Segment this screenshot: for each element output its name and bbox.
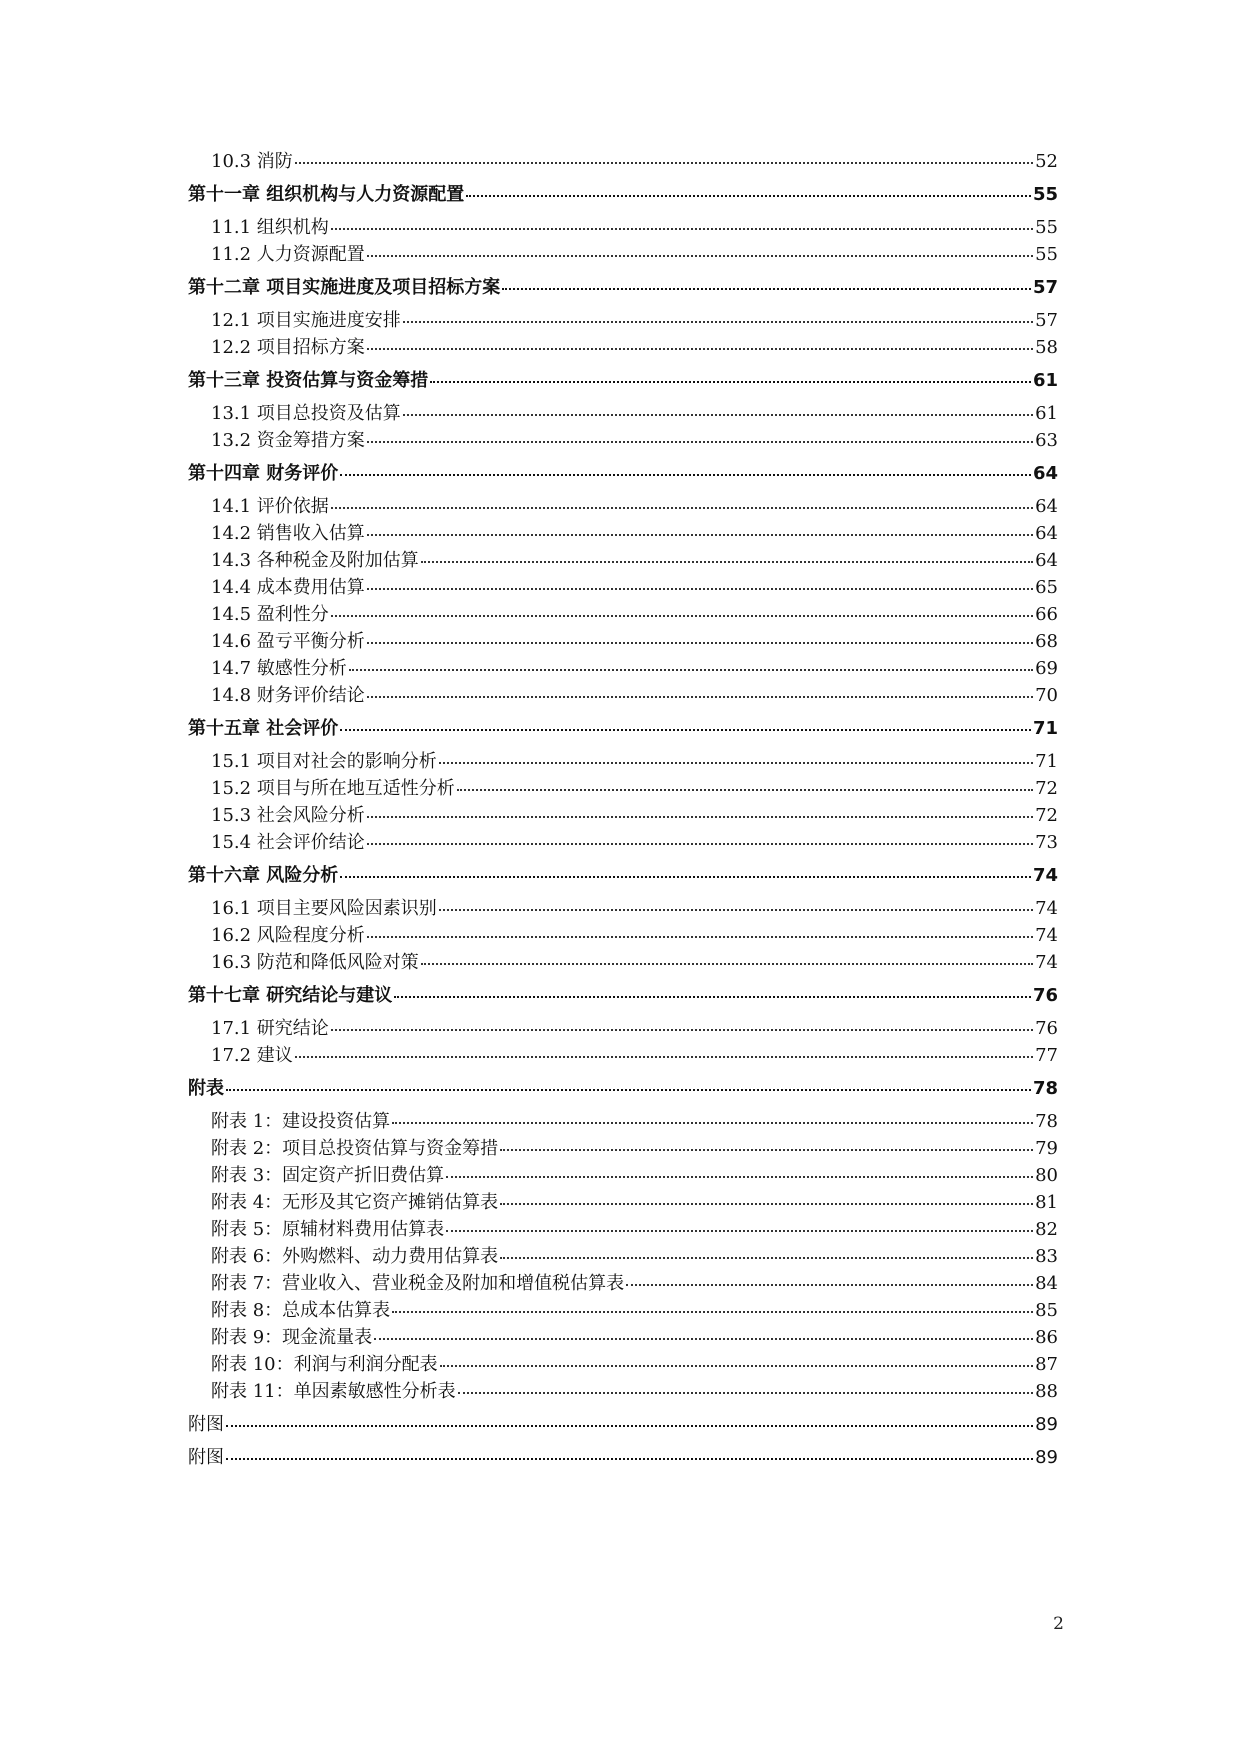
toc-leader-dots [331, 614, 1033, 617]
toc-entry-page: 74 [1035, 952, 1058, 973]
toc-entry-title: 14.2 销售收入估算 [211, 523, 365, 544]
toc-entry-page: 70 [1035, 685, 1058, 706]
toc-leader-dots [367, 842, 1033, 845]
toc-entry-title: 附表 2：项目总投资估算与资金筹措 [211, 1138, 499, 1159]
toc-chapter-entry[interactable] [188, 181, 1058, 208]
toc-section-entry[interactable] [188, 334, 1058, 361]
toc-entry-page: 72 [1035, 778, 1058, 799]
toc-entry-page: 52 [1035, 151, 1058, 172]
toc-entry-title: 16.3 防范和降低风险对策 [211, 952, 419, 973]
toc-leader-dots [446, 1175, 1033, 1178]
toc-section-entry[interactable] [188, 1108, 1058, 1135]
toc-leader-dots [440, 1364, 1033, 1367]
toc-leader-dots [500, 1202, 1033, 1205]
toc-entry-page: 77 [1035, 1045, 1058, 1066]
toc-entry-page: 86 [1035, 1327, 1058, 1348]
toc-leader-dots [502, 287, 1031, 290]
toc-leader-dots [421, 962, 1033, 965]
toc-leader-dots [367, 641, 1033, 644]
toc-leader-dots [500, 1148, 1033, 1151]
toc-leader-dots [394, 995, 1031, 998]
toc-entry-title: 16.2 风险程度分析 [211, 925, 365, 946]
toc-leader-dots [446, 1229, 1033, 1232]
toc-entry-title: 14.4 成本费用估算 [211, 577, 365, 598]
toc-leader-dots [295, 161, 1033, 164]
toc-entry-title: 15.1 项目对社会的影响分析 [211, 751, 437, 772]
toc-entry-page: 78 [1032, 1078, 1058, 1099]
toc-entry-title: 15.4 社会评价结论 [211, 832, 365, 853]
toc-section-entry[interactable] [188, 1189, 1058, 1216]
toc-entry-page: 89 [1035, 1447, 1058, 1468]
toc-entry-page: 84 [1035, 1273, 1058, 1294]
toc-entry-page: 71 [1035, 751, 1058, 772]
toc-chapter-entry[interactable] [188, 715, 1058, 742]
toc-entry-title: 14.3 各种税金及附加估算 [211, 550, 419, 571]
toc-entry-title: 附图 [188, 1414, 224, 1435]
toc-entry-title: 附表 10：利润与利润分配表 [211, 1354, 438, 1375]
toc-leader-dots [340, 728, 1031, 731]
toc-section-entry[interactable] [188, 241, 1058, 268]
toc-entry-title: 第十七章 研究结论与建议 [188, 985, 393, 1006]
toc-entry-page: 57 [1032, 277, 1058, 298]
toc-chapter-entry[interactable] [188, 982, 1058, 1009]
toc-leader-dots [226, 1424, 1033, 1427]
toc-entry-title: 第十四章 财务评价 [188, 463, 339, 484]
toc-entry-page: 64 [1032, 463, 1058, 484]
toc-entry-page: 63 [1035, 430, 1058, 451]
toc-leader-dots [626, 1283, 1033, 1286]
toc-section-entry[interactable] [188, 520, 1058, 547]
toc-entry-page: 71 [1032, 718, 1058, 739]
toc-section-entry[interactable] [188, 1015, 1058, 1042]
toc-entry-page: 76 [1035, 1018, 1058, 1039]
toc-section-entry[interactable] [188, 1270, 1058, 1297]
toc-entry-page: 73 [1035, 832, 1058, 853]
toc-entry-page: 64 [1035, 523, 1058, 544]
toc-section-entry[interactable] [188, 1162, 1058, 1189]
toc-entry-title: 14.1 评价依据 [211, 496, 329, 517]
toc-leader-dots [367, 347, 1033, 350]
toc-appendix-entry[interactable] [188, 1444, 1058, 1471]
toc-section-entry[interactable] [188, 1243, 1058, 1270]
toc-leader-dots [500, 1256, 1033, 1259]
toc-leader-dots [430, 380, 1031, 383]
toc-entry-title: 附表 1：建设投资估算 [211, 1111, 391, 1132]
toc-leader-dots [367, 587, 1033, 590]
toc-section-entry[interactable] [188, 214, 1058, 241]
toc-entry-title: 11.2 人力资源配置 [211, 244, 365, 265]
toc-entry-page: 78 [1035, 1111, 1058, 1132]
toc-entry-page: 74 [1035, 925, 1058, 946]
toc-entry-title: 17.2 建议 [211, 1045, 293, 1066]
toc-entry-page: 69 [1035, 658, 1058, 679]
toc-leader-dots [367, 815, 1033, 818]
toc-entry-title: 16.1 项目主要风险因素识别 [211, 898, 437, 919]
toc-section-entry[interactable] [188, 748, 1058, 775]
toc-leader-dots [367, 440, 1033, 443]
toc-leader-dots [403, 320, 1033, 323]
toc-entry-page: 89 [1035, 1414, 1058, 1435]
toc-leader-dots [458, 1391, 1033, 1394]
toc-section-entry[interactable] [188, 1351, 1058, 1378]
toc-entry-title: 第十二章 项目实施进度及项目招标方案 [188, 277, 501, 298]
toc-entry-title: 11.1 组织机构 [211, 217, 329, 238]
toc-entry-page: 65 [1035, 577, 1058, 598]
toc-entry-title: 第十三章 投资估算与资金筹措 [188, 370, 429, 391]
toc-entry-title: 附图 [188, 1447, 224, 1468]
toc-leader-dots [349, 668, 1033, 671]
toc-entry-page: 81 [1035, 1192, 1058, 1213]
toc-section-entry[interactable] [188, 1378, 1058, 1405]
toc-leader-dots [457, 788, 1033, 791]
toc-entry-page: 64 [1035, 496, 1058, 517]
toc-section-entry[interactable] [188, 655, 1058, 682]
toc-section-entry[interactable] [188, 400, 1058, 427]
toc-section-entry[interactable] [188, 922, 1058, 949]
toc-chapter-entry[interactable] [188, 367, 1058, 394]
toc-entry-title: 附表 5：原辅材料费用估算表 [211, 1219, 445, 1240]
toc-appendix-entry[interactable] [188, 1411, 1058, 1438]
toc-leader-dots [226, 1088, 1031, 1091]
toc-section-entry[interactable] [188, 628, 1058, 655]
toc-leader-dots [331, 227, 1033, 230]
toc-leader-dots [367, 533, 1033, 536]
toc-chapter-entry[interactable] [188, 1075, 1058, 1102]
toc-section-entry[interactable] [188, 307, 1058, 334]
toc-entry-title: 15.3 社会风险分析 [211, 805, 365, 826]
toc-section-entry[interactable] [188, 493, 1058, 520]
toc-section-entry[interactable] [188, 1216, 1058, 1243]
toc-leader-dots [295, 1055, 1033, 1058]
toc-entry-title: 第十一章 组织机构与人力资源配置 [188, 184, 465, 205]
toc-entry-title: 14.6 盈亏平衡分析 [211, 631, 365, 652]
toc-entry-page: 55 [1035, 217, 1058, 238]
toc-entry-title: 14.8 财务评价结论 [211, 685, 365, 706]
toc-leader-dots [367, 695, 1033, 698]
toc-chapter-entry[interactable] [188, 862, 1058, 889]
toc-entry-title: 第十五章 社会评价 [188, 718, 339, 739]
toc-entry-title: 附表 3：固定资产折旧费估算 [211, 1165, 445, 1186]
toc-entry-page: 68 [1035, 631, 1058, 652]
toc-section-entry[interactable] [188, 895, 1058, 922]
toc-section-entry[interactable] [188, 1324, 1058, 1351]
toc-entry-title: 13.1 项目总投资及估算 [211, 403, 401, 424]
toc-entry-page: 64 [1035, 550, 1058, 571]
toc-entry-title: 14.5 盈利性分 [211, 604, 329, 625]
toc-leader-dots [340, 875, 1031, 878]
toc-section-entry[interactable] [188, 1297, 1058, 1324]
toc-section-entry[interactable] [188, 949, 1058, 976]
toc-leader-dots [374, 1337, 1033, 1340]
toc-entry-title: 15.2 项目与所在地互适性分析 [211, 778, 455, 799]
toc-entry-title: 12.2 项目招标方案 [211, 337, 365, 358]
toc-section-entry[interactable] [188, 775, 1058, 802]
toc-entry-page: 87 [1035, 1354, 1058, 1375]
toc-entry-title: 12.1 项目实施进度安排 [211, 310, 401, 331]
toc-entry-title: 附表 11：单因素敏感性分析表 [211, 1381, 456, 1402]
toc-leader-dots [367, 935, 1033, 938]
toc-entry-title: 17.1 研究结论 [211, 1018, 329, 1039]
toc-chapter-entry[interactable] [188, 460, 1058, 487]
toc-leader-dots [226, 1457, 1033, 1460]
toc-entry-page: 80 [1035, 1165, 1058, 1186]
toc-leader-dots [439, 761, 1033, 764]
toc-entry-title: 10.3 消防 [211, 151, 293, 172]
toc-entry-page: 72 [1035, 805, 1058, 826]
toc-entry-page: 61 [1032, 370, 1058, 391]
toc-section-entry[interactable] [188, 1042, 1058, 1069]
toc-section-entry[interactable] [188, 829, 1058, 856]
toc-entry-title: 附表 4：无形及其它资产摊销估算表 [211, 1192, 499, 1213]
toc-entry-title: 附表 [188, 1078, 224, 1099]
toc-entry-title: 附表 7：营业收入、营业税金及附加和增值税估算表 [211, 1273, 625, 1294]
toc-entry-page: 76 [1032, 985, 1058, 1006]
toc-entry-title: 13.2 资金筹措方案 [211, 430, 365, 451]
toc-section-entry[interactable] [188, 802, 1058, 829]
toc-entry-title: 14.7 敏感性分析 [211, 658, 347, 679]
toc-leader-dots [331, 1028, 1033, 1031]
toc-leader-dots [466, 194, 1031, 197]
toc-entry-title: 第十六章 风险分析 [188, 865, 339, 886]
toc-section-entry[interactable] [188, 682, 1058, 709]
toc-leader-dots [439, 908, 1033, 911]
toc-leader-dots [367, 254, 1033, 257]
toc-leader-dots [392, 1121, 1033, 1124]
toc-section-entry[interactable] [188, 427, 1058, 454]
toc-section-entry[interactable] [188, 1135, 1058, 1162]
toc-entry-page: 79 [1035, 1138, 1058, 1159]
toc-leader-dots [421, 560, 1033, 563]
toc-section-entry[interactable] [188, 574, 1058, 601]
toc-entry-page: 55 [1032, 184, 1058, 205]
toc-entry-title: 附表 9：现金流量表 [211, 1327, 373, 1348]
toc-entry-title: 附表 6：外购燃料、动力费用估算表 [211, 1246, 499, 1267]
toc-entry-page: 83 [1035, 1246, 1058, 1267]
table-of-contents [188, 148, 1058, 1477]
toc-entry-page: 55 [1035, 244, 1058, 265]
toc-leader-dots [392, 1310, 1033, 1313]
toc-section-entry[interactable] [188, 601, 1058, 628]
toc-entry-page: 85 [1035, 1300, 1058, 1321]
toc-entry-page: 61 [1035, 403, 1058, 424]
toc-leader-dots [340, 473, 1031, 476]
toc-entry-page: 82 [1035, 1219, 1058, 1240]
toc-leader-dots [403, 413, 1033, 416]
toc-chapter-entry[interactable] [188, 274, 1058, 301]
toc-entry-page: 58 [1035, 337, 1058, 358]
toc-entry-title: 附表 8：总成本估算表 [211, 1300, 391, 1321]
toc-section-entry[interactable] [188, 547, 1058, 574]
toc-section-entry[interactable] [188, 148, 1058, 175]
toc-entry-page: 57 [1035, 310, 1058, 331]
toc-leader-dots [331, 506, 1033, 509]
toc-entry-page: 74 [1032, 865, 1058, 886]
toc-entry-page: 88 [1035, 1381, 1058, 1402]
page-number: 2 [1053, 1614, 1064, 1634]
toc-entry-page: 66 [1035, 604, 1058, 625]
toc-entry-page: 74 [1035, 898, 1058, 919]
